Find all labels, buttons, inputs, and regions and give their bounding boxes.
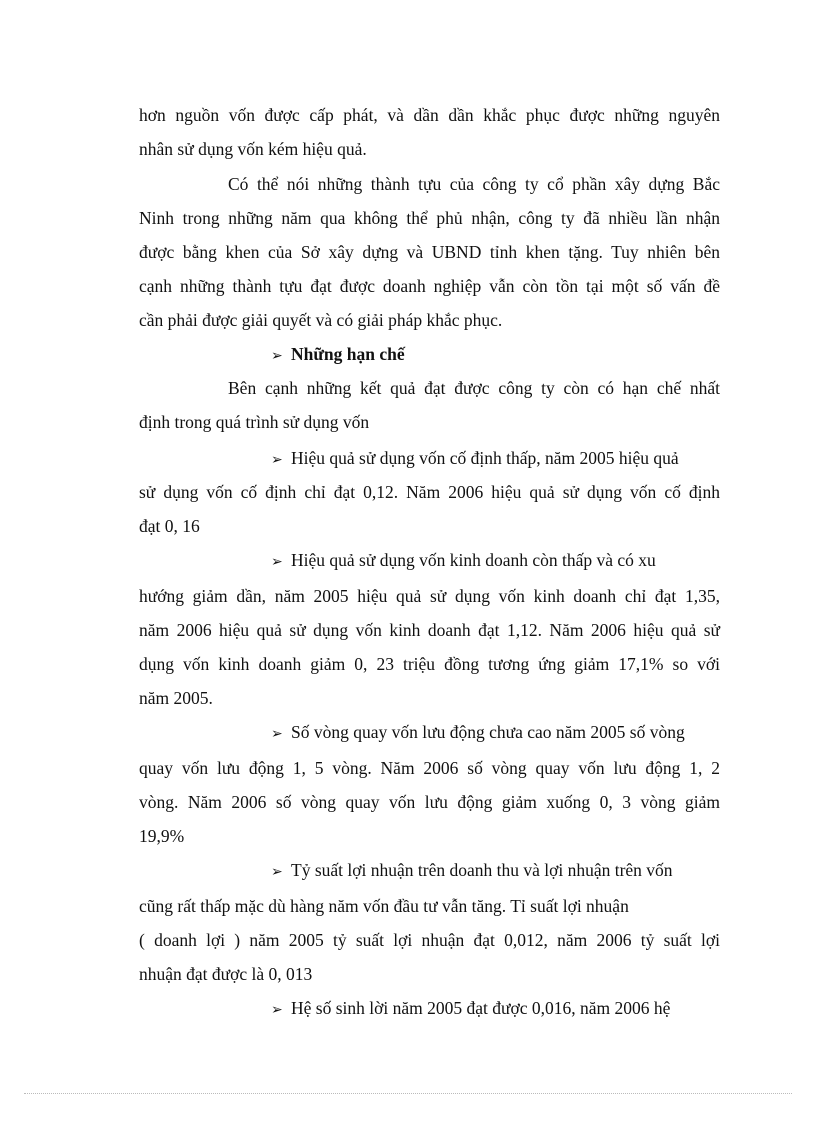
paragraph-line: hướng giảm dần, năm 2005 hiệu quả sử dụng vốn kinh doanh chỉ đạt 1,35, (139, 586, 720, 606)
bullet-item (271, 446, 720, 470)
paragraph-line: vòng. Năm 2006 số vòng quay vốn lưu động giảm xuống 0, 3 vòng giảm (139, 792, 720, 812)
paragraph-line: định trong quá trình sử dụng vốn (139, 412, 370, 432)
bullet-text: Hiệu quả sử dụng vốn cố định thấp, năm 2005 hiệu quả (291, 448, 679, 468)
arrow-bullet-icon: ➢ (271, 864, 283, 880)
bullet-item (271, 548, 656, 572)
paragraph-line: nhân sử dụng vốn kém hiệu quả. (139, 139, 367, 159)
bullet-text: Hiệu quả sử dụng vốn kinh doanh còn thấp và có xu (291, 550, 656, 570)
bullet-text: Số vòng quay vốn lưu động chưa cao năm 2005 số vòng (291, 722, 685, 742)
paragraph-line: 19,9% (139, 826, 185, 846)
paragraph-line: quay vốn lưu động 1, 5 vòng. Năm 2006 số vòng quay vốn lưu động 1, 2 (139, 758, 720, 778)
arrow-bullet-icon: ➢ (271, 1002, 283, 1018)
paragraph-line: cần phải được giải quyết và có giải pháp khắc phục. (139, 310, 503, 330)
paragraph-line: đạt 0, 16 (139, 516, 200, 536)
paragraph-line: năm 2005. (139, 688, 213, 708)
paragraph-line: dụng vốn kinh doanh giảm 0, 23 triệu đồng tương ứng giảm 17,1% so với (139, 654, 720, 674)
paragraph-line: ( doanh lợi ) năm 2005 tỷ suất lợi nhuận đạt 0,012, năm 2006 tỷ suất lợi (139, 930, 720, 950)
paragraph-line: Có thể nói những thành tựu của công ty cổ phần xây dựng Bắc (228, 174, 720, 194)
bullet-item (271, 858, 673, 882)
bullet-item (271, 720, 685, 744)
paragraph-line: cạnh những thành tựu đạt được doanh nghiệp vẫn còn tồn tại một số vấn đề (139, 276, 720, 296)
page-bottom-divider (24, 1093, 792, 1094)
bullet-item (271, 996, 670, 1020)
arrow-bullet-icon: ➢ (271, 452, 283, 468)
paragraph-line: Ninh trong những năm qua không thể phủ nhận, công ty đã nhiều lần nhận (139, 208, 720, 228)
paragraph-line: sử dụng vốn cố định chỉ đạt 0,12. Năm 2006 hiệu quả sử dụng vốn cố định (139, 482, 720, 502)
paragraph-line: Bên cạnh những kết quả đạt được công ty còn có hạn chế nhất (228, 378, 720, 398)
bullet-text: Tỷ suất lợi nhuận trên doanh thu và lợi nhuận trên vốn (291, 860, 673, 880)
arrow-bullet-icon: ➢ (271, 726, 283, 742)
bullet-text: Hệ số sinh lời năm 2005 đạt được 0,016, năm 2006 hệ (291, 998, 671, 1018)
arrow-bullet-icon: ➢ (271, 348, 283, 364)
paragraph-line: hơn nguồn vốn được cấp phát, và dần dần khắc phục được những nguyên (139, 105, 720, 125)
paragraph-line: năm 2006 hiệu quả sử dụng vốn kinh doanh đạt 1,12. Năm 2006 hiệu quả sử (139, 620, 720, 640)
paragraph-line: cũng rất thấp mặc dù hàng năm vốn đầu tư vẫn tăng. Tỉ suất lợi nhuận (139, 896, 629, 916)
section-heading-text: Những hạn chế (291, 344, 405, 364)
arrow-bullet-icon: ➢ (271, 554, 283, 570)
section-heading (271, 342, 405, 366)
paragraph-line: được bằng khen của Sở xây dựng và UBND tỉnh khen tặng. Tuy nhiên bên (139, 242, 720, 262)
paragraph-line: nhuận đạt được là 0, 013 (139, 964, 313, 984)
